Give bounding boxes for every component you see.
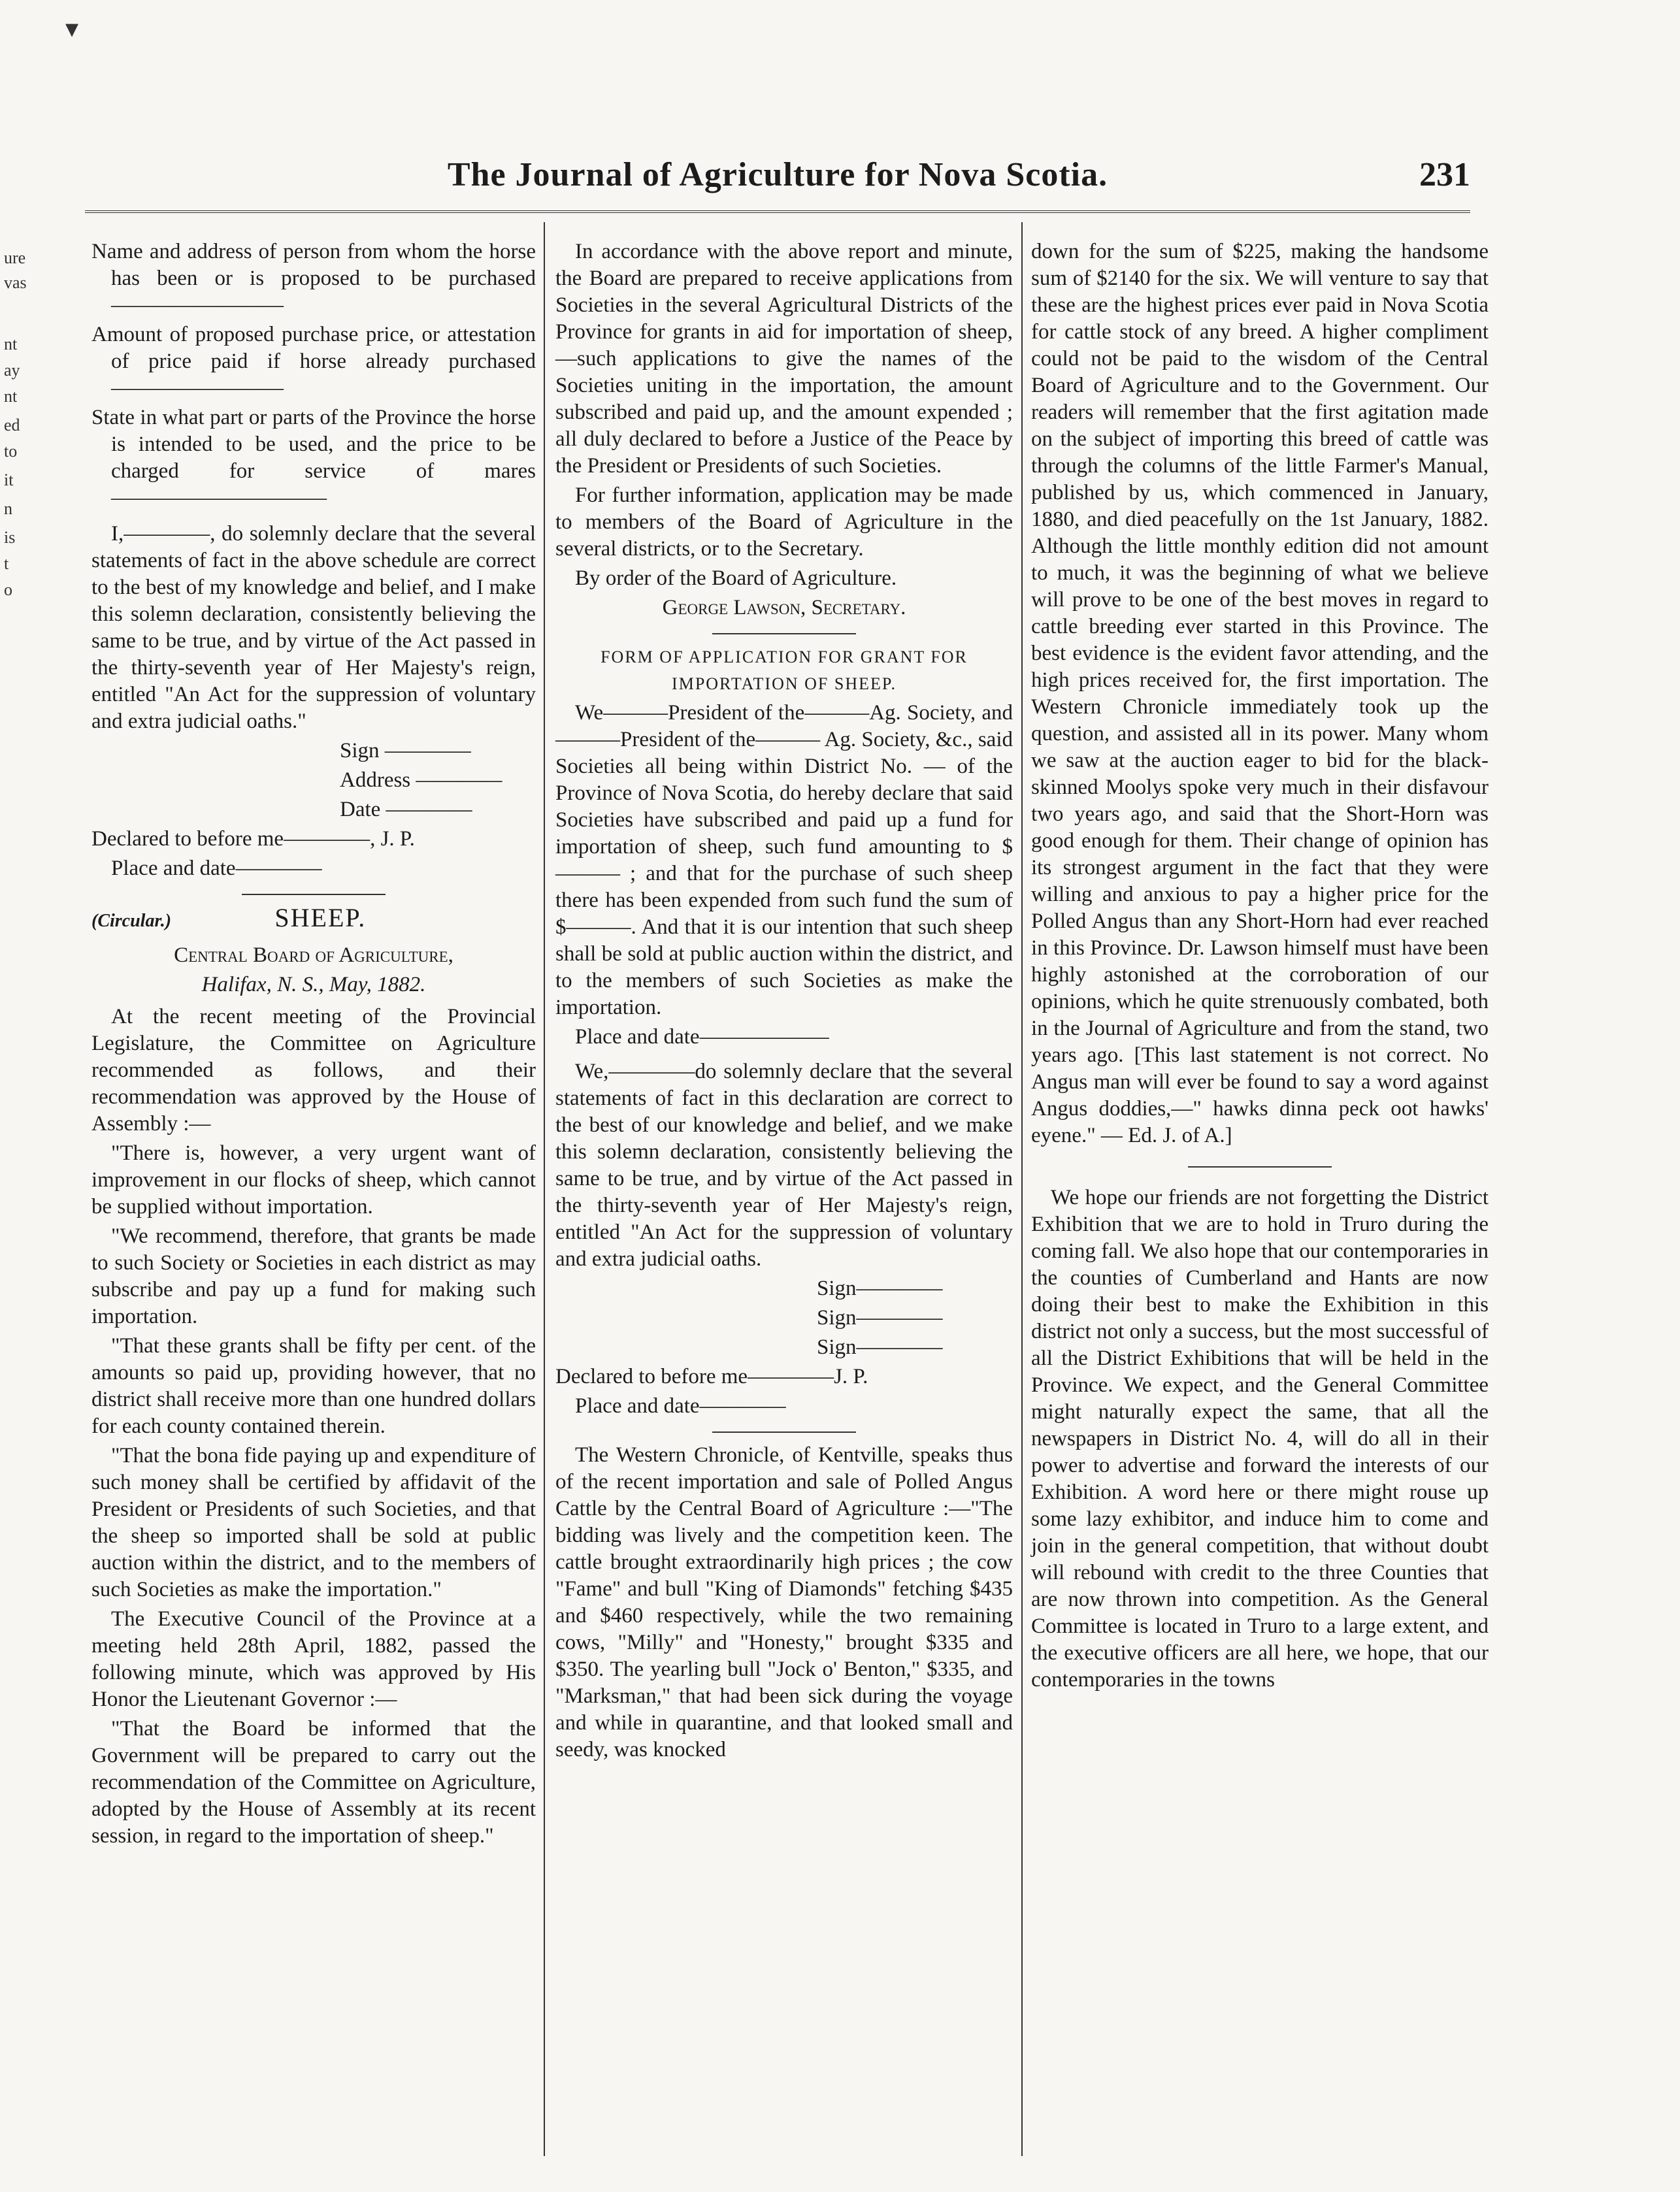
section-title: SHEEP. [274,903,367,932]
place-date-line: Place and date———— [575,1394,786,1418]
board-place: Halifax, N. S., May, 1882. [201,973,426,996]
paragraph: "That the Board be informed that the Government will be prepared to carry out the recommendation of the Committee on Agriculture, adopted by the House of Assembly at its recent session, in regard to the importation of sheep." [91,1717,536,1848]
gutter-fragment: o [4,580,12,599]
form-title: FORM OF APPLICATION FOR GRANT FOR IMPORTATION OF SHEEP. [601,647,968,693]
page-header [85,149,1470,208]
gutter-fragment: to [4,442,18,461]
column-divider [1021,222,1023,2156]
section-rule [712,633,856,634]
section-rule [712,1431,856,1433]
gutter-fragment: it [4,470,14,489]
address-line: Address ———— [340,768,502,792]
column-1 [91,238,536,2166]
gutter-fragment: n [4,499,12,518]
paragraph: The Executive Council of the Province at a meeting held 28th April, 1882, passed the following minute, which was approved by His Honor the Lieutenant Governor :— [91,1607,536,1711]
place-date-line: Place and date———— [111,857,322,880]
paragraph: For further information, application may be made to members of the Board of Agriculture in the several districts, or to the Secretary. [555,483,1013,561]
schedule-item: State in what part or parts of the Province the horse is intended to be used, and the price to be charged for service of mares—————————— [91,406,536,510]
paragraph: "That the bona fide paying up and expenditure of such money shall be certified by affidavit of the President or Presidents of such Societies, and that the sheep so imported shall be sold at public auction within the district, and to the members of such Societies as make the importation." [91,1444,536,1601]
paragraph: By order of the Board of Agriculture. [575,566,897,590]
paragraph: The Western Chronicle, of Kentville, speaks thus of the recent importation and sale of Polled Angus Cattle by the Central Board of Agriculture :—"The bidding was lively and the competition keen. The cattle brought extraordinarily high prices ; the cow "Fame" and bull "King of Diamonds" fetching $435 and $460 respectively, while the two remaining cows, "Milly" and "Honesty," brought $335 and $350. The yearling bull "Jock o' Benton," $335, and "Marksman," that had been sick during the voyage and while in quarantine, and that looked small and seedy, was knocked [555,1443,1013,1761]
column-2 [555,238,1013,2166]
paragraph: We hope our friends are not forgetting the District Exhibition that we are to hold in Truro during the coming fall. We also hope that our contemporaries in the counties of Cumberland and Hants are now doing their best to make the Exhibition in this district not only a success, but the most successful of all the District Exhibitions that will be held in the Province. We expect, and the General Committee might naturally expect the same, that all the newspapers in District No. 4, will do all in their power to advertise and forward the interests of our Exhibition. A word here or there might rouse up some lazy exhibitor, and induce him to come and join in the general competition, that without doubt will rebound with credit to the three Counties that are now thrown into competition. As the General Committee is located in Truro to a large extent, and the executive officers are all here, we hope, that our contemporaries in the towns [1031,1186,1489,1692]
place-date-line: Place and date—————— [575,1025,829,1049]
paragraph: In accordance with the above report and minute, the Board are prepared to receive applications from Societies in the several Agricultural Districts of the Province for grants in aid for importation of sheep,—such applications to give the names of the Societies uniting in the importation, the amount subscribed and paid up, and the amount expended ; all duly declared to before a Justice of the Peace by the President or Presidents of such Societies. [555,240,1013,478]
left-gutter-fragments [0,248,33,2143]
paragraph: down for the sum of $225, making the handsome sum of $2140 for the six. We will venture to say that these are the highest prices ever paid in Nova Scotia for cattle stock of any breed. A higher compliment could not be paid to the wisdom of the Central Board of Agriculture and to the Government. Our readers will remember that the first agitation made on the subject of importing this breed of cattle was through the columns of the little Farmer's Manual, published by us, which commenced in January, 1880, and died peacefully on the 1st January, 1882. Although the little monthly edition did not amount to much, it was the beginning of what we believe will prove to be one of the best moves in regard to cattle breeding ever started in this Province. The best evidence is the evident favor attending, and the high prices received for, the first importation. The Western Chronicle immediately took up the question, and assisted all in its power. Many whom we saw at the auction eager to bid for the black-skinned Moolys spoke very much in their disfavour two years ago, and said that the Short-Horn was good enough for them. Their change of opinion has its strongest argument in the fact that they were willing and anxious to pay a higher price for the Polled Angus than any Short-Horn had ever reached in this Province. Dr. Lawson himself must have been highly astonished at the corroboration of our opinions, which he quite strenuously combated, both in the Journal of Agriculture and from the stand, two years ago. [This last statement is not correct. No Angus man will ever be found to say a word against Angus doddies,—" hawks dinna peck oot hawks' eyene." — Ed. J. of A.] [1031,240,1489,1147]
form-paragraph: We———President of the———Ag. Society, and———President of the——— Ag. Society, &c., said Societies all being within District No. — of the Province of Nova Scotia, do hereby declare that said Societies have subscribed and paid up a fund for importation of sheep, such fund amounting to $——— ; and that for the purchase of such sheep there has been expended from such fund the sum of $———. And that it is our intention that such sheep shall be sold at public auction within the district, and to the members of such Societies as make the importation. [555,701,1013,1019]
section-rule [242,894,386,895]
form-paragraph: We,————do solemnly declare that the several statements of fact in this declaration are correct to the best of our knowledge and belief, and we make this solemn declaration, consistently believing the same to be true, and by virtue of the Act passed in the thirty-seventh year of Her Majesty's reign, entitled "An Act for the suppression of voluntary and extra judicial oaths. [555,1060,1013,1271]
gutter-fragment: t [4,554,9,573]
gutter-fragment: is [4,528,16,547]
sign-line: Sign———— [817,1277,943,1300]
gutter-fragment: ed [4,416,20,434]
section-rule [1188,1166,1332,1168]
schedule-item: Amount of proposed purchase price, or attestation of price paid if horse already purchased ———————— [91,323,536,400]
page-number: 231 [1419,156,1470,193]
gutter-fragment: ay [4,361,20,380]
paragraph: "That these grants shall be fifty per cent. of the amounts so paid up, providing however, that no district shall receive more than one hundred dollars for each county contained therein. [91,1334,536,1438]
gutter-fragment: nt [4,335,18,353]
gutter-fragment: ure [4,248,26,267]
circular-label: (Circular.) [91,911,172,931]
column-3 [1031,238,1489,2166]
header-rule [85,210,1470,213]
column-divider [544,222,545,2156]
journal-title: The Journal of Agriculture for Nova Scotia. [447,156,1108,193]
secretary-signature: George Lawson, Secretary. [662,596,906,619]
scan-mark: ▾ [65,14,79,43]
sign-line: Sign ———— [340,739,471,762]
declared-line: Declared to before me————J. P. [555,1365,868,1388]
sign-line: Sign———— [817,1335,943,1359]
board-heading: Central Board of Agriculture, [174,943,453,967]
date-line: Date ———— [340,798,472,821]
gutter-fragment: vas [4,273,27,292]
paragraph: "There is, however, a very urgent want of improvement in our flocks of sheep, which cannot be supplied without importation. [91,1141,536,1219]
sign-line: Sign———— [817,1306,943,1330]
gutter-fragment: nt [4,387,18,406]
declared-line: Declared to before me————, J. P. [91,827,415,851]
paragraph: "We recommend, therefore, that grants be made to such Society or Societies in each district as may subscribe and pay up a fund for making such importation. [91,1224,536,1328]
schedule-item: Name and address of person from whom the horse has been or is proposed to be purchased———————— [91,240,536,317]
declaration-paragraph: I,————, do solemnly declare that the several statements of fact in the above schedule are correct to the best of my knowledge and belief, and I make this solemn declaration, consistently believing the same to be true, and by virtue of the Act passed in the thirty-seventh year of Her Majesty's reign, entitled "An Act for the suppression of voluntary and extra judicial oaths." [91,522,536,733]
paragraph: At the recent meeting of the Provincial Legislature, the Committee on Agriculture recommended as follows, and their recommendation was approved by the House of Assembly :— [91,1005,536,1136]
